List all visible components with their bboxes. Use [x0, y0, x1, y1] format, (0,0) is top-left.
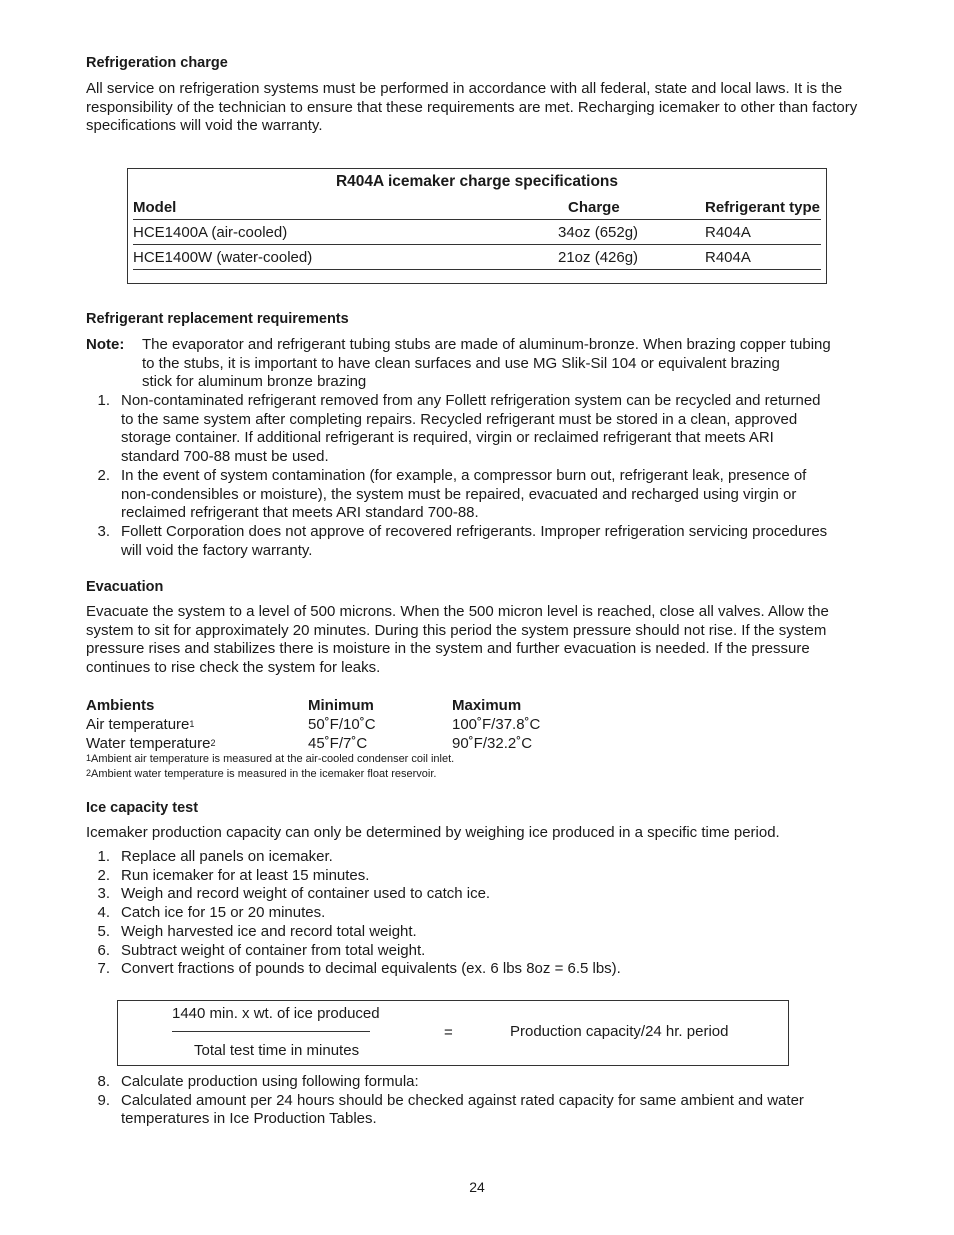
list-item: 6. Subtract weight of container from total weight.	[97, 941, 426, 959]
formula-box	[117, 1000, 789, 1066]
list-item: 9. Calculated amount per 24 hours should be checked against rated capacity for same ambient and water temperatures in Ice Production Tables.	[97, 1091, 804, 1128]
list-line: standard 700-88 must be used.	[121, 448, 329, 466]
list-number: 3.	[97, 522, 110, 540]
table-row	[133, 245, 821, 270]
footnote: $^1$Ambient air temperature is measured at the air-cooled condenser coil inlet.	[86, 753, 455, 765]
list-item: 1. Replace all panels on icemaker.	[97, 848, 333, 865]
list-item: 2. Run icemaker for at least 15 minutes.	[97, 866, 370, 884]
note-label: Note:	[86, 336, 125, 353]
minimum-header: Minimum	[308, 697, 374, 714]
note-first-line: The evaporator and refrigerant tubing stubs are made of aluminum-bronze. When brazing copper tubing	[142, 336, 831, 353]
ice-capacity-intro: Icemaker production capacity can only be determined by weighing ice produced in a specific time period.	[86, 824, 780, 841]
replacement-heading: Refrigerant replacement requirements	[86, 311, 349, 327]
ambient-max: 90˚F/32.2˚C	[452, 735, 533, 752]
table-row	[133, 220, 821, 245]
list-line: In the event of system contamination (for example, a compressor burn out, refrigerant leak, presence of	[121, 466, 807, 484]
ambient-label: Air temperature$^1$	[86, 716, 195, 733]
list-item: 5. Weigh harvested ice and record total weight.	[97, 922, 417, 940]
list-line: storage container. If additional refrigerant is required, virgin or reclaimed refrigerant that meets ARI	[121, 429, 774, 447]
col-header-refrigerant-type: Refrigerant type	[705, 198, 821, 216]
cell-model: HCE1400W (water-cooled)	[133, 248, 313, 266]
ice-capacity-heading: Ice capacity test	[86, 800, 199, 816]
evacuation-paragraph	[86, 603, 876, 678]
cell-charge: 34oz (652g)	[558, 223, 639, 241]
list-item	[86, 523, 876, 560]
list-number: 2.	[97, 466, 110, 484]
list-line: will void the factory warranty.	[121, 541, 313, 559]
list-line: to the same system after completing repairs. Recycled refrigerant must be stored in a clean, approved	[121, 410, 798, 428]
refrigeration-charge-heading: Refrigeration charge	[86, 55, 228, 71]
replacement-list	[86, 392, 876, 560]
ambients-row	[86, 716, 586, 735]
ambients-header: Ambients	[86, 697, 155, 714]
list-line: Non-contaminated refrigerant removed from any Follett refrigeration system can be recycled and returned	[121, 392, 821, 409]
evacuation-heading: Evacuation	[86, 579, 164, 595]
footnote: $^2$Ambient water temperature is measured in the icemaker float reservoir.	[86, 768, 437, 780]
ice-capacity-steps-after	[86, 1073, 876, 1129]
cell-charge: 21oz (426g)	[558, 248, 639, 266]
list-line: non-condensibles or moisture), the system must be repaired, evacuated and recharged using virgin or	[121, 485, 797, 503]
cell-refrigerant: R404A	[705, 223, 751, 241]
cell-refrigerant: R404A	[705, 248, 751, 266]
list-item	[86, 392, 876, 467]
formula-denominator: Total test time in minutes	[194, 1042, 360, 1059]
list-item: 4. Catch ice for 15 or 20 minutes.	[97, 904, 326, 922]
ambient-label: Water temperature$^2$	[86, 735, 216, 752]
col-header-model: Model	[133, 198, 177, 216]
note-line: stick for aluminum bronze brazing	[142, 373, 367, 391]
list-item: 8. Calculate production using following formula:	[97, 1073, 419, 1090]
ambients-header-row	[86, 697, 586, 716]
ambient-min: 45˚F/7˚C	[308, 735, 368, 752]
list-item	[86, 467, 876, 523]
formula-equals: =	[444, 1024, 453, 1041]
paragraph-line: system to sit for approximately 20 minutes. During this period the system pressure should not rise. If the system	[86, 621, 827, 639]
refrigeration-charge-paragraph: All service on refrigeration systems must be performed in accordance with all federal, state and local laws. It is the responsibility of the technician to ensure that these requirements are met. Recharging icemaker to other than factory specifications will void the warranty.	[86, 80, 858, 135]
list-item: 3. Weigh and record weight of container used to catch ice.	[97, 885, 491, 903]
paragraph-line: Evacuate the system to a level of 500 microns. When the 500 micron level is reached, close all valves. Allow the	[86, 603, 829, 620]
charge-spec-table	[127, 168, 827, 284]
ambients-table	[86, 697, 586, 754]
col-header-charge: Charge	[568, 198, 620, 216]
paragraph-line: pressure rises and stabilizes there is moisture in the system and further evacuation is needed. If the pressure	[86, 640, 810, 658]
ambient-min: 50˚F/10˚C	[308, 716, 376, 733]
charge-table	[133, 195, 821, 270]
charge-table-title: R404A icemaker charge specifications	[335, 173, 618, 190]
note-line: to the stubs, it is important to have clean surfaces and use MG Slik-Sil 104 or equivalent brazing	[142, 354, 780, 372]
cell-model: HCE1400A (air-cooled)	[133, 223, 288, 241]
page-number: 24	[469, 1179, 485, 1195]
ambients-footnotes	[86, 752, 686, 782]
paragraph-line: continues to rise check the system for leaks.	[86, 659, 381, 677]
ice-capacity-steps	[86, 848, 876, 979]
maximum-header: Maximum	[452, 697, 522, 714]
fraction-bar	[172, 1031, 370, 1032]
note-block	[86, 336, 876, 392]
ambient-max: 100˚F/37.8˚C	[452, 716, 541, 733]
charge-table-header-row	[133, 195, 821, 220]
list-number: 1.	[97, 392, 110, 409]
list-line: reclaimed refrigerant that meets ARI standard 700-88.	[121, 504, 479, 522]
list-item: 7. Convert fractions of pounds to decimal equivalents (ex. 6 lbs 8oz = 6.5 lbs).	[97, 960, 621, 978]
list-line: Follett Corporation does not approve of recovered refrigerants. Improper refrigeration servicing procedures	[121, 522, 828, 540]
formula-result: Production capacity/24 hr. period	[510, 1023, 729, 1040]
formula-numerator: 1440 min. x wt. of ice produced	[172, 1005, 380, 1022]
